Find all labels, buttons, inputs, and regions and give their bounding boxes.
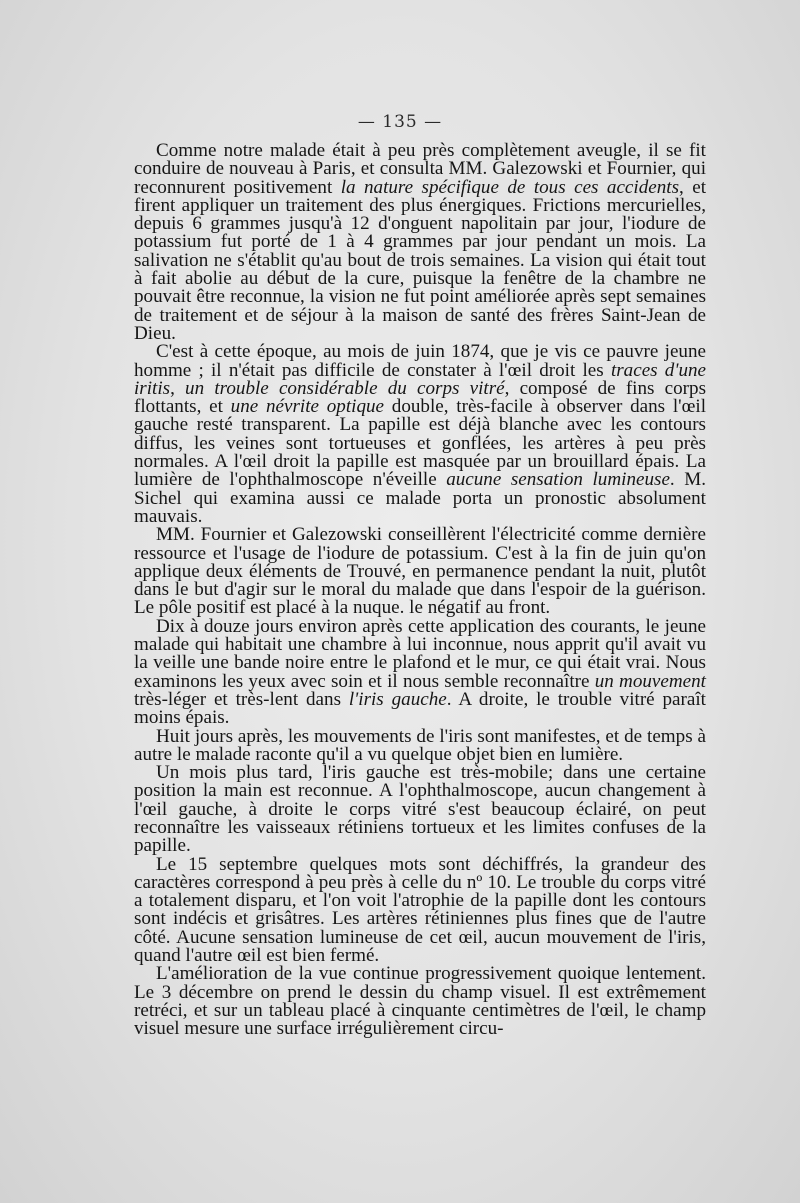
text-run: , composé de fins corps flottants, et <box>134 377 706 418</box>
text-run: . M. Sichel qui examina aussi ce malade porta un pronostic absolument mauvais. <box>134 469 706 527</box>
text-run: L'amélioration de la vue continue progressivement quoique lentement. Le 3 décembre on prend le dessin du champ visuel. Il est extrêmement retréci, et sur un tableau placé à cinquante centimètres de l'œil, le champ visuel mesure une surface irrégulièrement circu- <box>134 963 706 1040</box>
paragraph <box>134 615 706 729</box>
text-run: C'est à cette époque, au mois de juin 1874, que je vis ce pauvre jeune homme ; il n'était pas difficile de constater à l'œil droit les <box>134 341 706 381</box>
text-run: Dix à douze jours environ après cette application des courants, le jeune malade qui habitait une chambre à lui inconnue, nous apprit qu'il avait vu la veille une bande noire entre le plafond et le mur, ce qui était vrai. Nous examinons les yeux avec soin et il nous semble reconnaître <box>134 615 706 692</box>
paragraph <box>134 853 706 967</box>
paragraph <box>134 725 706 765</box>
italic-run: la nature spécifique de tous ces accidents <box>340 176 680 198</box>
italic-run: l'iris gauche <box>348 688 447 710</box>
text-run: très-léger et très-lent dans <box>134 688 349 710</box>
italic-run: un trouble considérable du corps vitré <box>185 377 505 399</box>
text-run: Comme notre malade était à peu près complètement aveugle, il se fit conduire de nouveau à Paris, et consulta MM. Galezowski et Fournier, qui reconnurent positivement <box>134 140 706 198</box>
text-run: . A droite, le trouble vitré paraît moins épais. <box>134 688 706 729</box>
text-run: Le 15 septembre quelques mots sont déchiffrés, la grandeur des caractères correspond à peu près à celle du nº 10. Le trouble du corps vitré a totalement disparu, et l'on voit l'atrophie de la papille dont les contours sont indécis et grisâtres. Les artères rétiniennes plus fines que de l'autre côté. Aucune sensation lumineuse de cet œil, aucun mouvement de l'iris, quand l'autre œil est bien fermé. <box>134 853 706 967</box>
paragraph <box>134 142 706 343</box>
body-text <box>134 142 706 1039</box>
paragraph <box>134 526 706 617</box>
paragraph <box>134 343 706 526</box>
text-run: Un mois plus tard, l'iris gauche est très-mobile; dans une certaine position la main est reconnue. A l'ophthalmoscope, aucun changement à l'œil gauche, à droite le corps vitré s'est beaucoup éclairé, on peut reconnaître les vaisseaux rétiniens tortueux et les limites confuses de la papille. <box>134 762 706 857</box>
page-number: — 135 — <box>357 112 443 132</box>
text-run: , et firent appliquer un traitement des plus énergiques. Frictions mercurielles, depuis 6 grammes jusqu'à 12 d'onguent napolitain par jour, l'iodure de potassium fut porté de 1 à 4 grammes par jour pendant un mois. La salivation ne s'établit qu'au bout de trois semaines. La vision qui était tout à fait abolie au début de la cure, puisque la fenêtre de la chambre ne pouvait être reconnue, la vision ne fut point améliorée après sept semaines de traitement et de séjour à la maison de santé des frères Saint-Jean de Dieu. <box>134 176 706 344</box>
text-run: MM. Fournier et Galezowski conseillèrent l'électricité comme dernière ressource et l'usage de l'iodure de potassium. C'est à la fin de juin qu'on applique deux éléments de Trouvé, en permanence pendant la nuit, plutôt dans le but d'agir sur le moral du malade que dans l'espoir de la guérison. Le pôle positif est placé à la nuque. le négatif au front. <box>134 524 706 619</box>
italic-run: une névrite optique <box>230 396 385 418</box>
paragraph <box>134 965 706 1038</box>
text-run: , <box>170 377 186 399</box>
italic-run: un mouvement <box>594 670 706 692</box>
text-run: double, très-facile à observer dans l'œil gauche resté transparent. La papille est déjà blanche avec les contours diffus, les veines sont tortueuses et gonflées, les artères à peu près normales. A l'œil droit la papille est masquée par un brouillard épais. La lumière de l'ophthalmoscope n'éveille <box>134 396 706 491</box>
italic-run: traces d'une iritis <box>134 359 707 399</box>
paragraph <box>134 764 706 855</box>
italic-run: aucune sensation lumineuse <box>446 469 670 491</box>
text-run: Huit jours après, les mouvements de l'iris sont manifestes, et de temps à autre le malade raconte qu'il a vu quelque objet bien en lumière. <box>134 725 706 765</box>
